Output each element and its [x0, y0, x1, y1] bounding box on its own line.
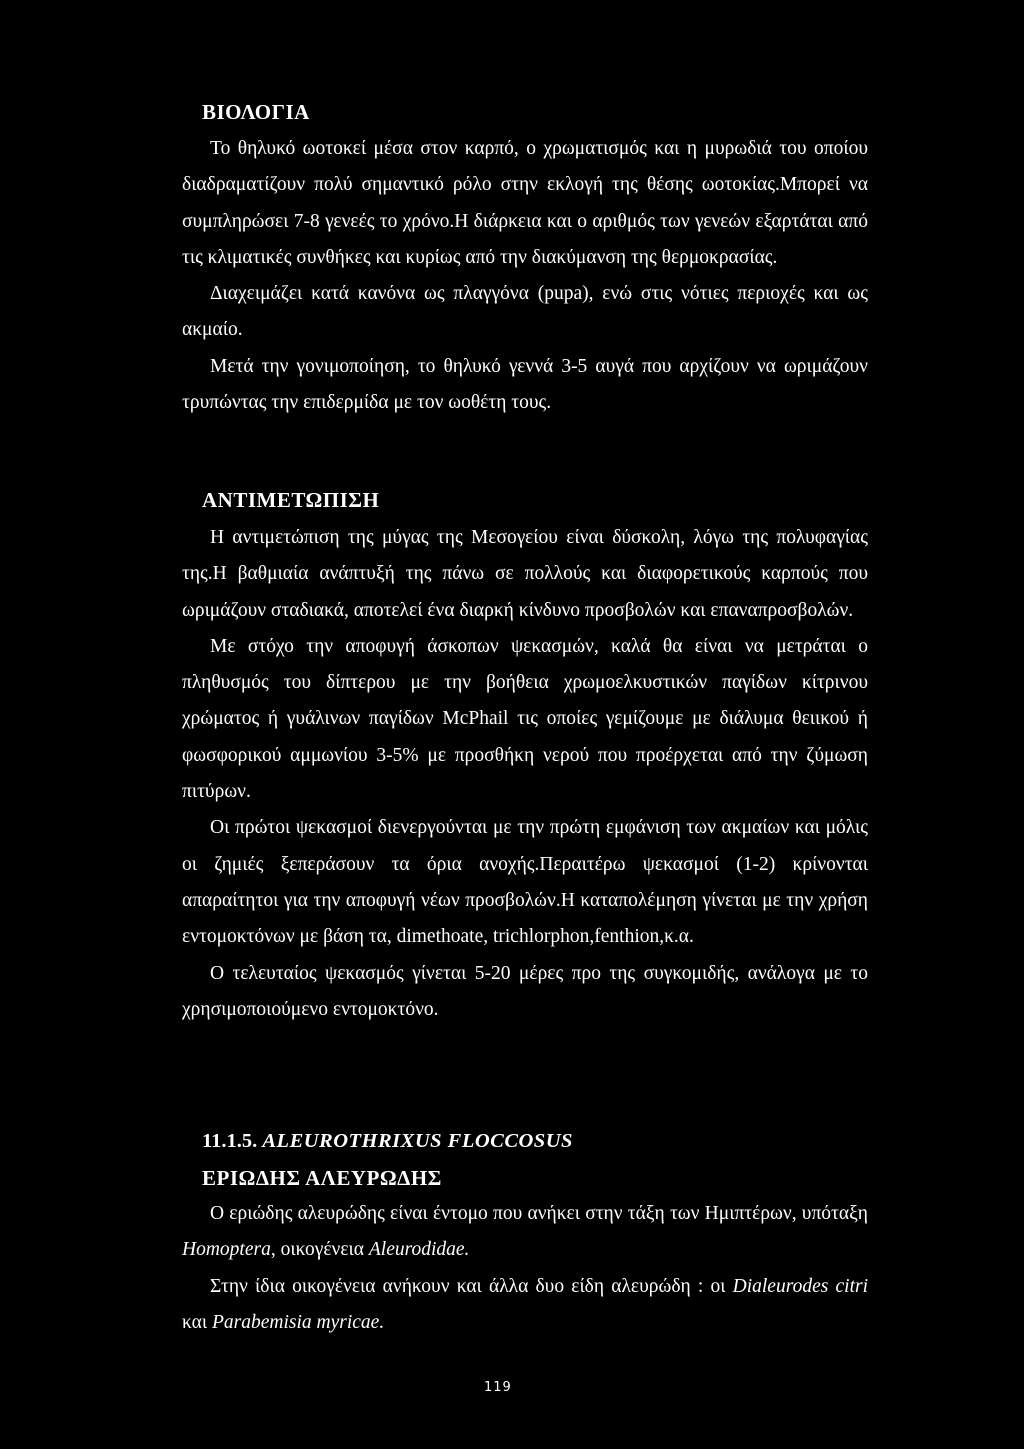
italic-taxon: Parabemisia myricae. — [212, 1311, 385, 1333]
page-number: 119 — [484, 1380, 512, 1395]
text-run: Ο εριώδης αλευρώδης είναι έντομο που ανήκει στην τάξη των Ημιπτέρων, υπόταξη — [210, 1203, 868, 1224]
italic-taxon: Aleurodidae. — [368, 1239, 470, 1261]
paragraph — [182, 1269, 868, 1342]
section-aleurothrixus-body — [182, 1196, 868, 1341]
paragraph — [182, 1196, 868, 1269]
section-antimetopisi-body — [182, 520, 868, 1028]
paragraph: Διαχειμάζει κατά κανόνα ως πλαγγόνα (pupa), ενώ στις νότιες περιοχές και ως ακμαίο. — [182, 283, 868, 341]
section-biologia-body — [182, 131, 868, 421]
paragraph: Οι πρώτοι ψεκασμοί διενεργούνται με την πρώτη εμφάνιση των ακμαίων και μόλις οι ζημιές ξεπεράσουν τα όρια ανοχής.Περαιτέρω ψεκασμοί (1-2) κρίνονται απαραίτητοι για την αποφυγή νέων προσβολών.Η καταπολέμηση γίνεται με την χρήση εντομοκτόνων με βάση τα, dimethoate, trichlorphon,fenthion,κ.α. — [182, 817, 868, 948]
latin-species-name: ALEUROTHRIXUS FLOCCOSUS — [262, 1130, 573, 1152]
paragraph: Το θηλυκό ωοτοκεί μέσα στον καρπό, ο χρωματισμός και η μυρωδιά του οποίου διαδραματίζουν πολύ σημαντικό ρόλο στην εκλογή της θέσης ωοτοκίας.Μπορεί να συμπληρώσει 7-8 γενεές το χρόνο.Η διάρκεια και ο αριθμός των γενεών εξαρτάται από τις κλιματικές συνθήκες και κυρίως από την διακύμανση της θερμοκρασίας. — [182, 138, 868, 268]
italic-taxon: Dialeurodes citri — [732, 1275, 868, 1297]
section-number: 11.1.5. — [202, 1130, 258, 1152]
paragraph: Ο τελευταίος ψεκασμός γίνεται 5-20 μέρες προ της συγκομιδής, ανάλογα με το χρησιμοποιούμενο εντομοκτόνο. — [182, 962, 868, 1020]
text-run: και — [182, 1311, 212, 1333]
heading-biologia: ΒΙΟΛΟΓΙΑ — [202, 100, 310, 124]
italic-taxon: Homoptera — [182, 1239, 271, 1261]
heading-antimetopisi: ΑΝΤΙΜΕΤΩΠΙΣΗ — [202, 488, 380, 512]
text-run: , οικογένεια — [270, 1239, 369, 1261]
paragraph: Η αντιμετώπιση της μύγας της Μεσογείου είναι δύσκολη, λόγω της πολυφαγίας της.Η βαθμιαία ανάπτυξή της πάνω σε πολλούς και διαφορετικούς καρπούς που ωριμάζουν σταδιακά, αποτελεί ένα διαρκή κίνδυνο προσβολών και επαναπροσβολών. — [182, 527, 868, 621]
paragraph: Με στόχο την αποφυγή άσκοπων ψεκασμών, καλά θα είναι να μετράται ο πληθυσμός του δίπτερου με την βοήθεια χρωμοελκυστικών παγίδων κίτρινου χρώματος ή γυάλινων παγίδων McPhail τις οποίες γεμίζουμε με διάλυμα θειικού ή φωσφορικού αμμωνίου 3-5% με προσθήκη νερού που προέρχεται από την ζύμωση πιτύρων. — [182, 635, 868, 803]
heading-greek-species-name: ΕΡΙΩΔΗΣ ΑΛΕΥΡΩΔΗΣ — [202, 1166, 442, 1190]
paragraph: Μετά την γονιμοποίηση, το θηλυκό γεννά 3-5 αυγά που αρχίζουν να ωριμάζουν τρυπώντας την επιδερμίδα με τον ωοθέτη τους. — [182, 355, 868, 414]
section-title-aleurothrixus — [202, 1130, 573, 1153]
text-run: Στην ίδια οικογένεια ανήκουν και άλλα δυο είδη αλευρώδη : οι — [210, 1275, 733, 1297]
